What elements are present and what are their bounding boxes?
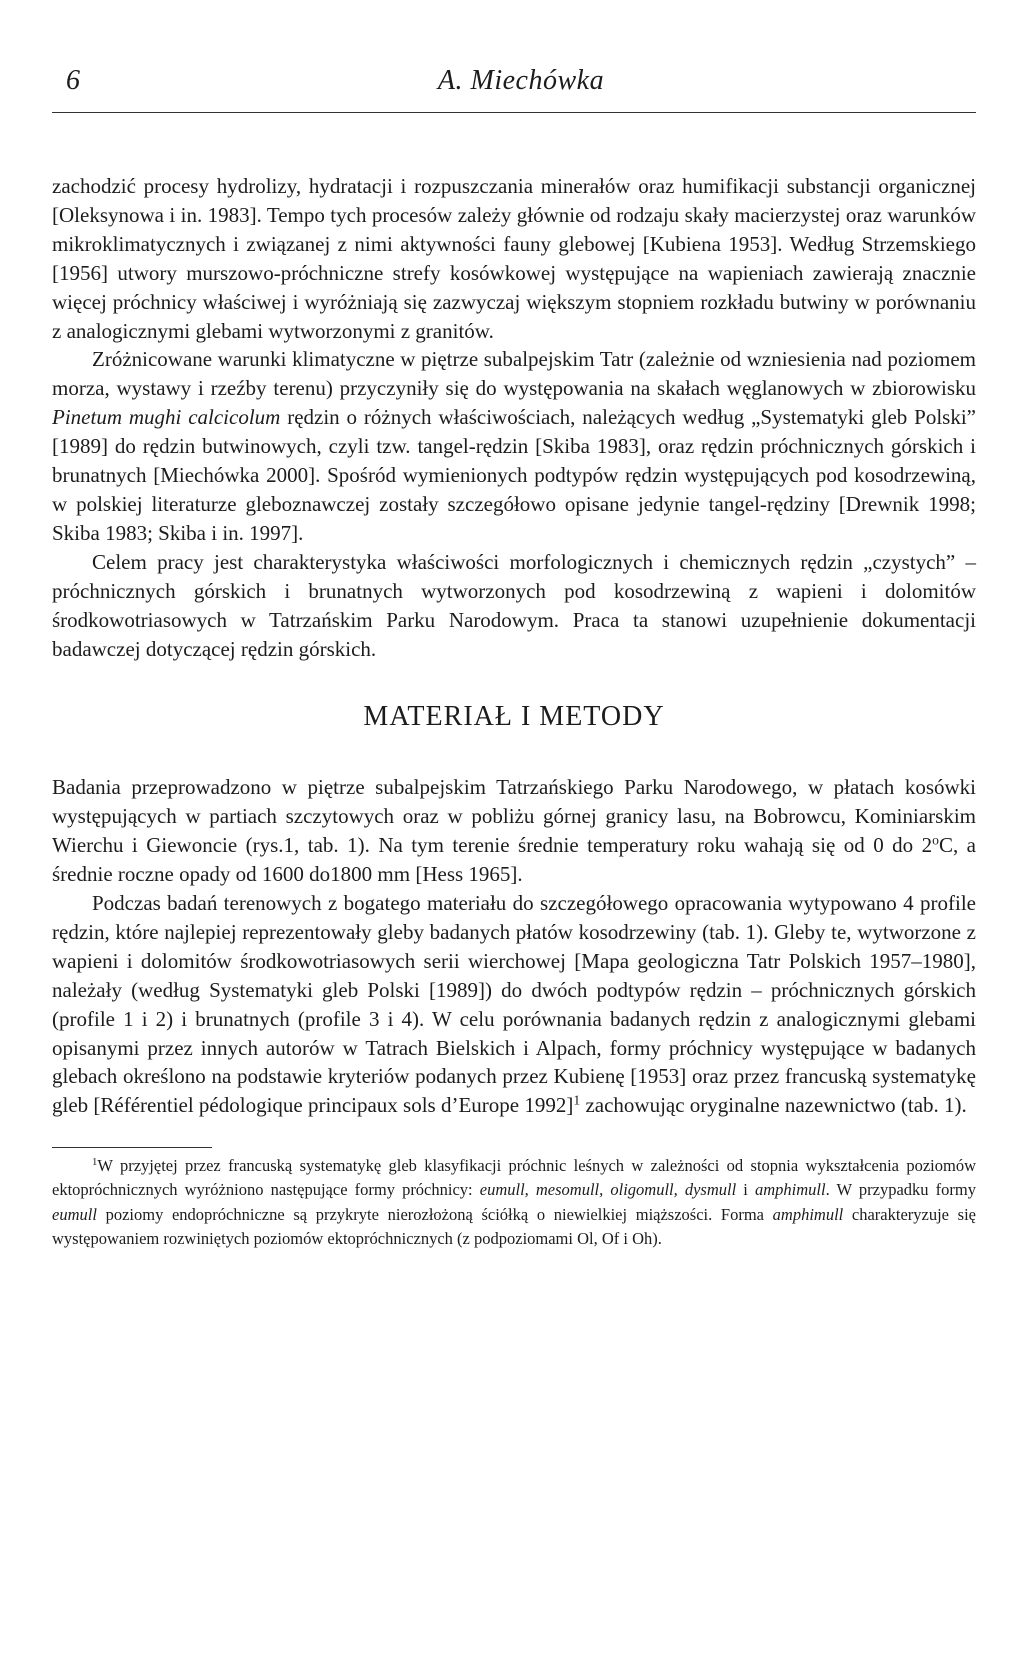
superscript: o (932, 832, 939, 848)
paragraph: Podczas badań terenowych z bogatego materiału do szczegółowego opracowania wytypowano 4 profile rędzin, które najlepiej reprezentowały gleby badanych płatów kosodrzewiny (tab. 1). Gleby te, wytworzone z wapieni i dolomitów środkowotriasowych serii wierchowej [Mapa geologiczna Tatr Polskich 1957–1980], należały (według Systematyki gleb Polski [1989]) do dwóch podtypów rędzin – próchnicznych górskich (profile 1 i 2) i brunatnych (profile 3 i 4). W celu porównania badanych rędzin z analogicznymi glebami opisanymi przez innych autorów w Tatrach Bielskich i Alpach, formy próchnicy występujące w badanych glebach określono na podstawie kryteriów podanych przez Kubienę [1953] oraz przez francuską systematykę gleb [Référentiel pédologique principaux sols d’Europe 1992]$^1$ zachowując oryginalne nazewnictwo (tab. 1). (52, 891, 976, 1118)
footnote: $^1$W przyjętej przez francuską systematykę gleb klasyfikacji próchnic leśnych w zależności od stopnia wykształcenia poziomów ektopróchnicznych wyróżniono następujące formy próchnicy: eumull, mesomull, oligomull, dysmull i amphimull. W przypadku formy eumull poziomy endopróchniczne są przykryte nierozłożoną ściółką o niewielkiej miąższości. Forma amphimull charakteryzuje się występowaniem rozwiniętych poziomów ektopróchnicznych (z podpoziomami Ol, Of i Oh). (52, 1156, 976, 1248)
paragraph: Badania przeprowadzono w piętrze subalpejskim Tatrzańskiego Parku Narodowego, w płatach kosówki występujących w partiach szczytowych oraz w pobliżu górnej granicy lasu, na Bobrowcu, Kominiarskim Wierchu i Giewoncie (rys.1, tab. 1). Na tym terenie średnie temperatury roku wahają się od 0 do 2$^o$C, a średnie roczne opady od 1600 do1800 mm [Hess 1965]. (52, 775, 976, 887)
footnote-rule (52, 1147, 212, 1148)
section-heading: MATERIAŁ I METODY (363, 701, 665, 733)
italic-term: amphimull (755, 1180, 826, 1200)
body-text (52, 172, 976, 1251)
running-head (66, 60, 976, 102)
intro-section (52, 172, 976, 663)
methods-section (52, 773, 976, 1120)
italic-term: Pinetum mughi calcicolum (52, 405, 281, 430)
header-rule (52, 112, 976, 113)
running-title: A. Miechówka (437, 65, 605, 96)
superscript: 1 (573, 1092, 581, 1108)
italic-term: eumull, mesomull, oligomull, dysmull (479, 1180, 737, 1200)
italic-term: amphimull (772, 1204, 844, 1224)
paragraph: Zróżnicowane warunki klimatyczne w piętrze subalpejskim Tatr (zależnie od wzniesienia nad poziomem morza, wystawy i rzeźby terenu) przyczyniły się do występowania na skałach węglanowych w zbiorowisku Pinetum mughi calcicolum rędzin o różnych właściwościach, należących według „Systematyki gleb Polski” [1989] do rędzin butwinowych, czyli tzw. tangel-rędzin [Skiba 1983], oraz rędzin próchnicznych górskich i brunatnych [Miechówka 2000]. Spośród wymienionych podtypów rędzin występujących pod kosodrzewiną, w polskiej literaturze gleboznawczej zostały szczegółowo opisane jedynie tangel-rędziny [Drewnik 1998; Skiba 1983; Skiba i in. 1997]. (52, 347, 976, 545)
superscript: 1 (92, 1156, 98, 1169)
page-number: 6 (66, 65, 80, 96)
paragraph: zachodzić procesy hydrolizy, hydratacji i rozpuszczania minerałów oraz humifikacji substancji organicznej [Oleksynowa i in. 1983]. Tempo tych procesów zależy głównie od rodzaju skały macierzystej oraz warunków mikroklimatycznych i związanej z nimi aktywności fauny glebowej [Kubiena 1953]. Według Strzemskiego [1956] utwory murszowo-próchniczne strefy kosówkowej występujące na wapieniach zawierają znacznie więcej próchnicy właściwej i wyróżniają się zazwyczaj większym stopniem rozkładu butwiny w porównaniu z analogicznymi glebami wytworzonymi z granitów. (52, 174, 976, 343)
italic-term: eumull (52, 1204, 97, 1224)
paragraph: Celem pracy jest charakterystyka właściwości morfologicznych i chemicznych rędzin „czystych” – próchnicznych górskich i brunatnych wytworzonych pod kosodrzewiną z wapieni i dolomitów środkowotriasowych w Tatrzańskim Parku Narodowym. Praca ta stanowi uzupełnienie dokumentacji badawczej dotyczącej rędzin górskich. (52, 549, 976, 661)
